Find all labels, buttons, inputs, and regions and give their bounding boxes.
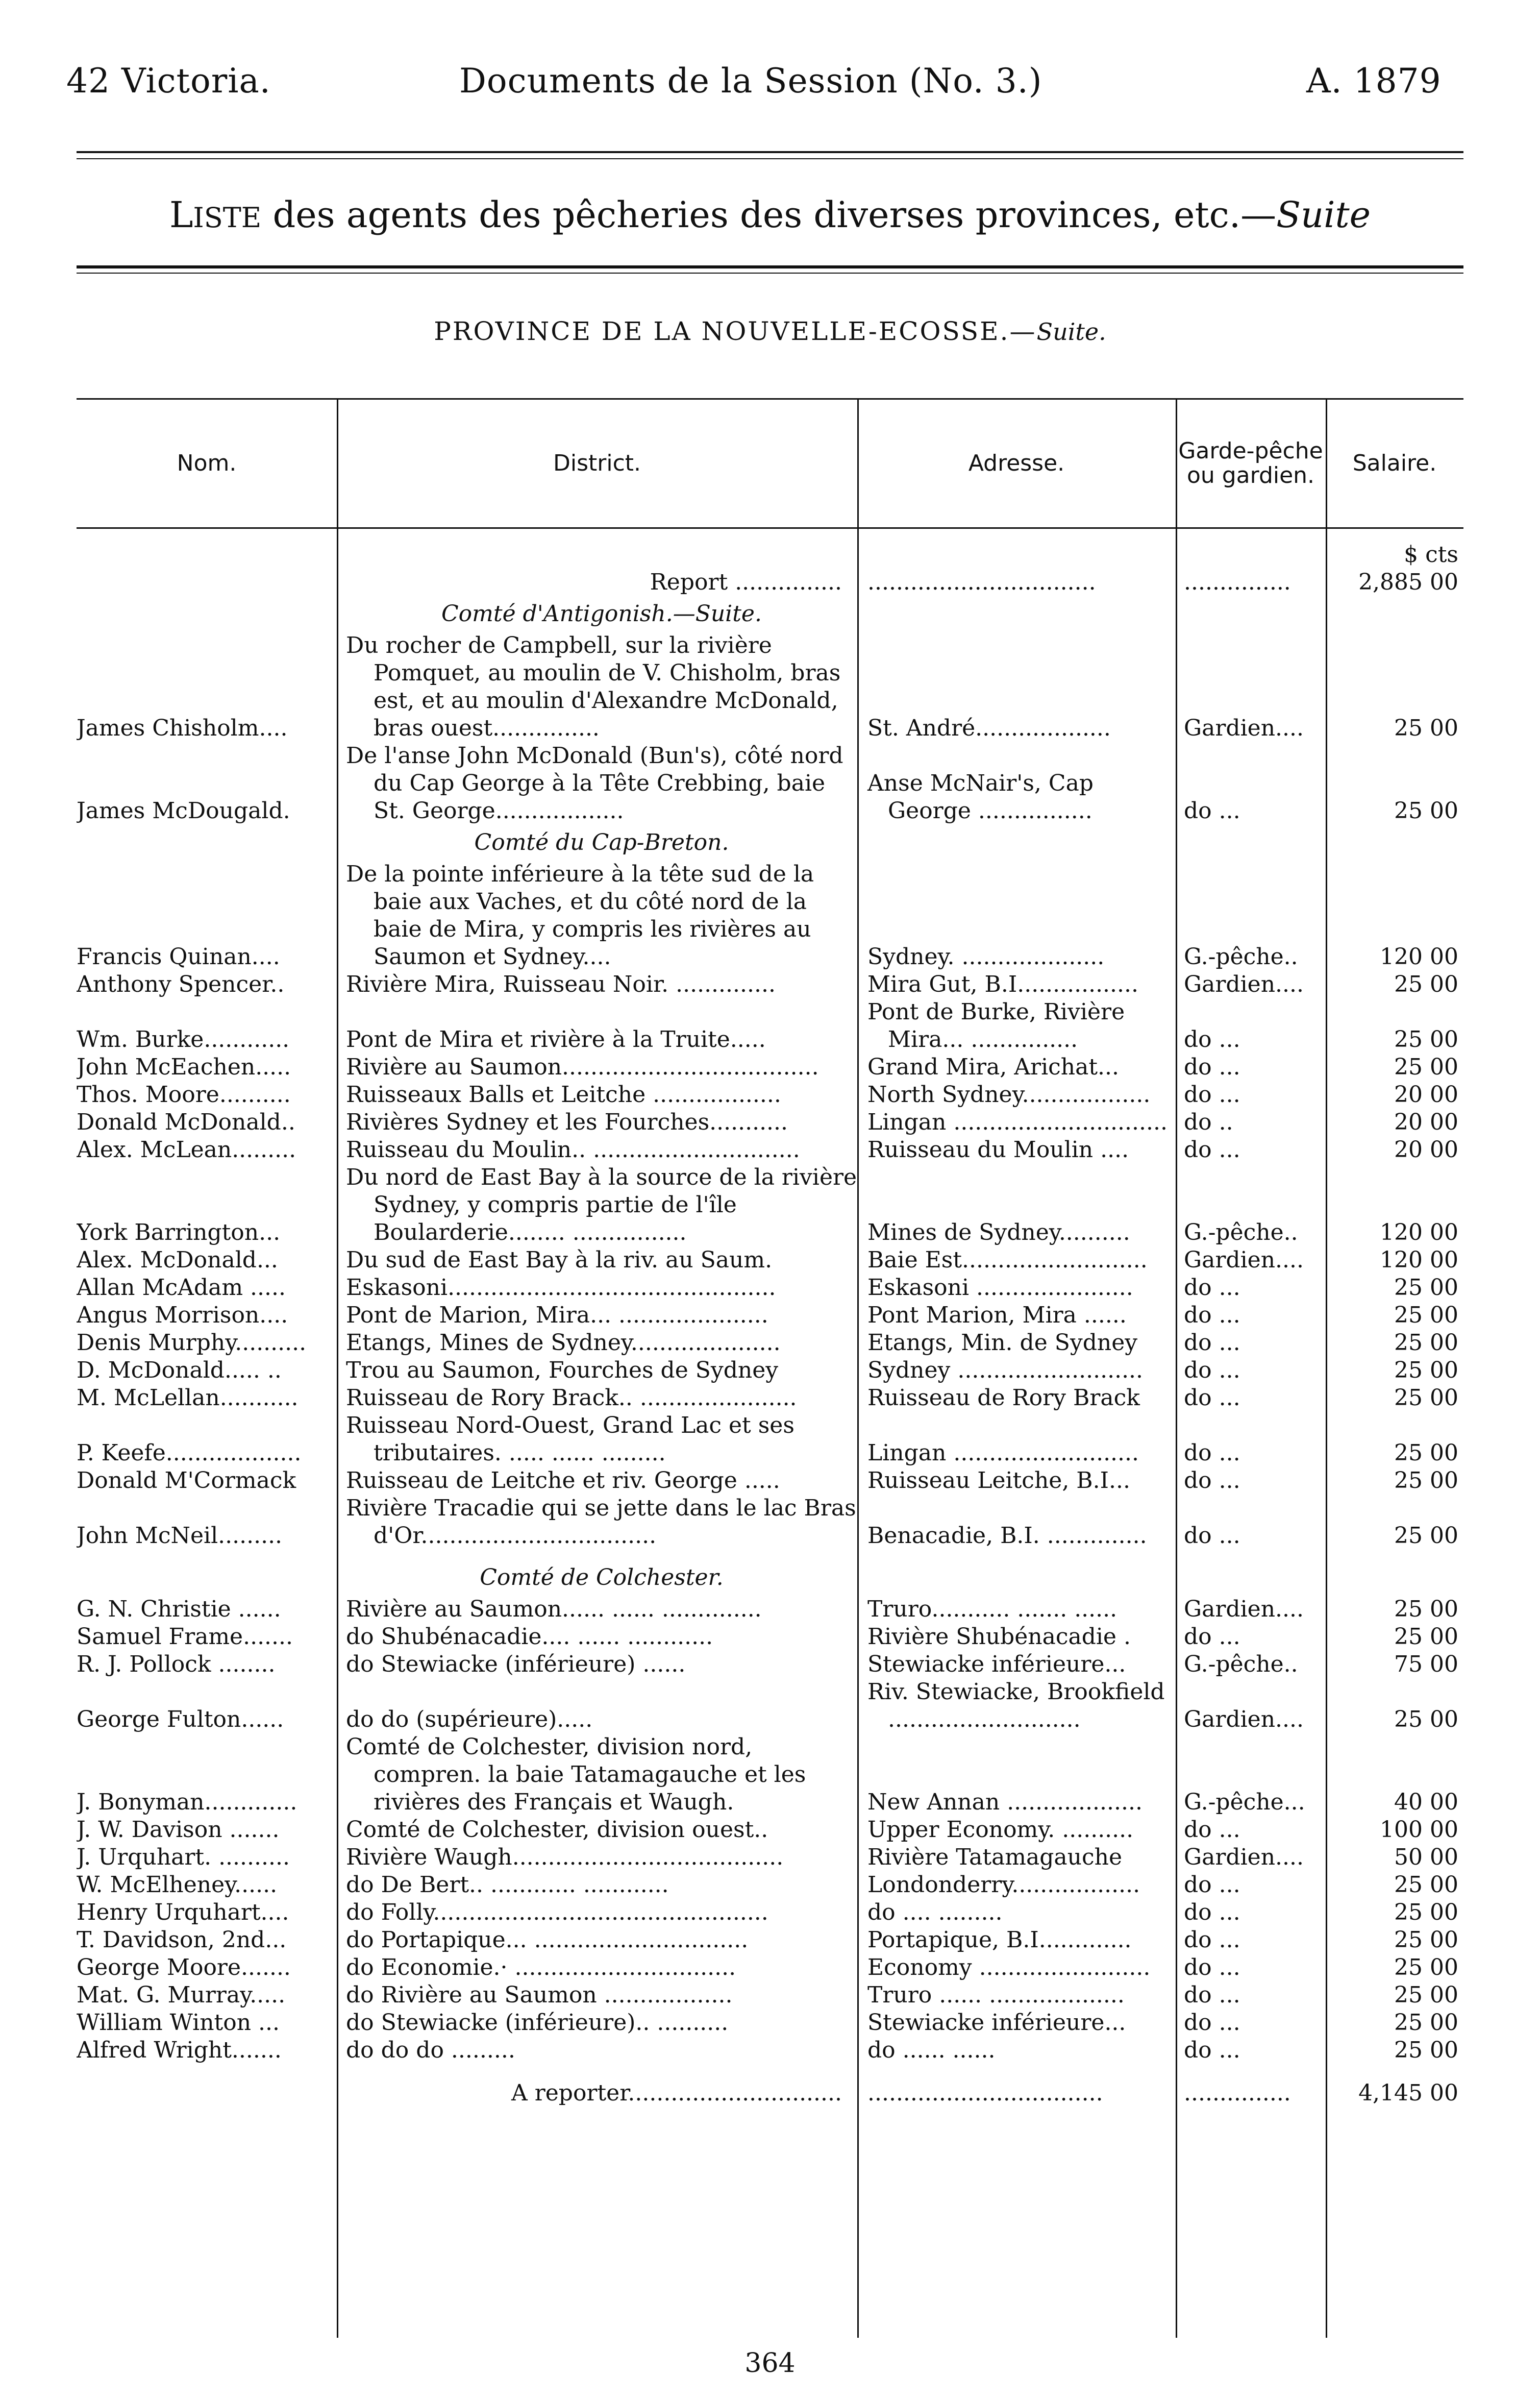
page-number: 364: [744, 2348, 796, 2379]
cell-nom: M. McLellan...........: [77, 1385, 299, 1411]
cell-salaire: 25 00: [1394, 1706, 1458, 1732]
col-divider: [1326, 398, 1327, 526]
cell-garde: Gardien....: [1184, 1247, 1304, 1273]
cell-district: Pont de Marion, Mira... .....................: [346, 1302, 768, 1328]
table-row: [77, 1246, 1463, 1274]
cell-adresse: do ...... ......: [867, 2037, 996, 2063]
table-row: [77, 742, 1463, 825]
cell-district: do Rivière au Saumon ..................: [346, 1982, 733, 2008]
col-adresse: Adresse.: [968, 450, 1065, 476]
cell-adresse: Truro ...... ...................: [867, 1982, 1125, 2008]
cell-salaire: 25 00: [1394, 1523, 1458, 1549]
cell-adresse: Stewiacke inférieure...: [867, 1651, 1126, 1677]
cell-district: Du rocher de Campbell, sur la rivière Pomquet, au moulin de V. Chisholm, bras est, et au moulin d'Alexandre McDonald, bras ouest...............: [346, 632, 841, 741]
cell-district: do Stewiacke (inférieure) ......: [346, 1651, 686, 1677]
cell-nom: Mat. G. Murray.....: [77, 1982, 286, 2008]
table-row: [77, 1164, 1463, 1246]
cell-nom: Anthony Spencer..: [77, 971, 285, 997]
section-colchester-rows: [77, 1596, 1463, 2064]
cell-nom: James Chisholm....: [77, 715, 288, 741]
report-label: Report ...............: [650, 569, 842, 595]
cell-garde: do ...: [1184, 1872, 1240, 1898]
cell-adresse: Rivière Tatamagauche: [867, 1844, 1123, 1870]
cell-district: Du nord de East Bay à la source de la rivière Sydney, y compris partie de l'île Boularderie........ ................: [346, 1164, 857, 1245]
cell-nom: Wm. Burke............: [77, 1026, 290, 1053]
cell-adresse: Riv. Stewiacke, Brookfield ...........................: [867, 1679, 1165, 1732]
cell-garde: do ...: [1184, 1440, 1240, 1466]
col-district: District.: [553, 450, 641, 476]
cell-adresse: New Annan ...................: [867, 1789, 1142, 1815]
cell-district: Ruisseaux Balls et Leitche ..................: [346, 1082, 781, 1108]
table-row: [77, 1081, 1463, 1109]
cell-salaire: 20 00: [1394, 1109, 1458, 1135]
cell-salaire: 120 00: [1380, 1247, 1458, 1273]
title-rule-bottom: [77, 273, 1463, 274]
cell-salaire: 25 00: [1394, 971, 1458, 997]
cell-salaire: 25 00: [1394, 1596, 1458, 1622]
cell-salaire: 100 00: [1380, 1817, 1458, 1843]
table-row: [77, 1954, 1463, 1981]
cell-garde: do ...: [1184, 1899, 1240, 1925]
cell-district: do Stewiacke (inférieure).. ..........: [346, 2010, 729, 2036]
table-row: [77, 861, 1463, 971]
cell-salaire: 25 00: [1394, 1927, 1458, 1953]
cell-district: Rivière Tracadie qui se jette dans le lac Bras d'Or.................................: [346, 1495, 856, 1549]
cell-salaire: 25 00: [1394, 2010, 1458, 2036]
table-row: [77, 1302, 1463, 1329]
cell-garde: do ..: [1184, 1109, 1233, 1135]
cell-salaire: 25 00: [1394, 1275, 1458, 1301]
section-antigonish: Comté d'Antigonish.—Suite.: [441, 601, 762, 627]
cell-garde: do ...: [1184, 1357, 1240, 1383]
cell-nom: George Moore.......: [77, 1954, 291, 1980]
cell-district: Rivière Waugh......................................: [346, 1844, 784, 1870]
cell-district: Comté de Colchester, division nord, compren. la baie Tatamagauche et les rivières des Français et Waugh.: [346, 1734, 806, 1815]
total-label: A reporter..............................: [511, 2080, 842, 2106]
cell-salaire: 20 00: [1394, 1082, 1458, 1108]
cell-adresse: Anse McNair's, Cap George ................: [867, 770, 1094, 824]
cell-salaire: 120 00: [1380, 944, 1458, 970]
table-row: [77, 1981, 1463, 2009]
cell-nom: Angus Morrison....: [77, 1302, 288, 1328]
cell-garde: do ...: [1184, 1954, 1240, 1980]
cell-garde: do ...: [1184, 1624, 1240, 1650]
cell-nom: Donald McDonald..: [77, 1109, 295, 1135]
header-right: A. 1879: [1306, 61, 1442, 101]
cell-district: Ruisseau du Moulin.. .............................: [346, 1137, 800, 1163]
cell-salaire: 120 00: [1380, 1219, 1458, 1245]
cell-garde: do ...: [1184, 1082, 1240, 1108]
table-row: [77, 1384, 1463, 1412]
cell-nom: John McEachen.....: [77, 1054, 291, 1080]
cell-salaire: 50 00: [1394, 1844, 1458, 1870]
cell-district: do do (supérieure).....: [346, 1706, 593, 1732]
col-divider: [857, 398, 859, 526]
table-row: [77, 971, 1463, 998]
section-capbreton: Comté du Cap-Breton.: [474, 829, 729, 855]
table-row: [77, 632, 1463, 742]
cell-garde: do ...: [1184, 1275, 1240, 1301]
section-heading-row: [77, 1560, 1463, 1596]
cell-adresse: Sydney. ....................: [867, 944, 1105, 970]
col-salaire: Salaire.: [1352, 450, 1437, 476]
cell-salaire: 25 00: [1394, 1357, 1458, 1383]
cell-district: Ruisseau Nord-Ouest, Grand Lac et ses tributaires. ..... ...... .........: [346, 1412, 794, 1466]
cell-district: Rivière au Saumon...... ...... ..............: [346, 1596, 762, 1622]
cell-district: do Folly...............................................: [346, 1899, 768, 1925]
cell-district: Pont de Mira et rivière à la Truite.....: [346, 1026, 766, 1053]
cell-nom: J. W. Davison .......: [77, 1817, 280, 1843]
cell-nom: Alfred Wright.......: [77, 2037, 282, 2063]
cell-nom: Donald M'Cormack: [77, 1467, 296, 1494]
table-row: [77, 1412, 1463, 1467]
cell-adresse: Etangs, Min. de Sydney: [867, 1330, 1138, 1356]
cell-district: Rivière au Saumon....................................: [346, 1054, 819, 1080]
cell-garde: do ...: [1184, 1817, 1240, 1843]
cell-salaire: 25 00: [1394, 1330, 1458, 1356]
table-row: [77, 2009, 1463, 2037]
table-row: [77, 1926, 1463, 1954]
cell-adresse: Baie Est..........................: [867, 1247, 1148, 1273]
header-rule-bottom: [77, 158, 1463, 159]
cell-adresse: Pont de Burke, Rivière Mira... ...............: [867, 999, 1125, 1053]
cell-garde: do ...: [1184, 2010, 1240, 2036]
col-garde: Garde-pêche ou gardien.: [1178, 438, 1323, 488]
total-value: 4,145 00: [1358, 2080, 1458, 2106]
cell-nom: Denis Murphy..........: [77, 1330, 307, 1356]
table-row: [77, 1109, 1463, 1136]
cell-nom: G. N. Christie ......: [77, 1596, 281, 1622]
cell-salaire: 25 00: [1394, 1440, 1458, 1466]
table-row: [77, 1844, 1463, 1871]
cell-adresse: Upper Economy. ..........: [867, 1817, 1134, 1843]
cell-adresse: Grand Mira, Arichat...: [867, 1054, 1120, 1080]
cell-nom: Alex. McDonald...: [77, 1247, 278, 1273]
table-row: [77, 1467, 1463, 1495]
cell-district: do De Bert.. ............ ............: [346, 1872, 669, 1898]
cell-garde: Gardien....: [1184, 971, 1304, 997]
table-row: [77, 1871, 1463, 1899]
cell-adresse: Lingan ..............................: [867, 1109, 1168, 1135]
report-row: Report ............... ................................ ............... 2,885 00: [77, 569, 1463, 596]
title-rule-top: [77, 265, 1463, 268]
cell-adresse: Portapique, B.I.............: [867, 1927, 1132, 1953]
cell-nom: James McDougald.: [77, 798, 290, 824]
table-row: [77, 1329, 1463, 1357]
cell-district: De l'anse John McDonald (Bun's), côté nord du Cap George à la Tête Crebbing, baie St. George..................: [346, 743, 843, 824]
cell-nom: Francis Quinan....: [77, 944, 280, 970]
cell-adresse: Mira Gut, B.I.................: [867, 971, 1138, 997]
table-row: [77, 2037, 1463, 2064]
section-heading-row: [77, 825, 1463, 861]
cell-salaire: 25 00: [1394, 1302, 1458, 1328]
table-header: [77, 398, 1463, 529]
cell-salaire: 25 00: [1394, 798, 1458, 824]
cell-salaire: 75 00: [1394, 1651, 1458, 1677]
currency-row: [77, 541, 1463, 569]
cell-garde: do ...: [1184, 798, 1240, 824]
cell-nom: Allan McAdam .....: [77, 1275, 286, 1301]
cell-district: do Shubénacadie.... ...... ............: [346, 1624, 713, 1650]
cell-garde: G.-pêche...: [1184, 1789, 1305, 1815]
cell-salaire: 25 00: [1394, 1899, 1458, 1925]
table-row: [77, 1274, 1463, 1302]
cell-district: Ruisseau de Leitche et riv. George .....: [346, 1467, 780, 1494]
cell-nom: Alex. McLean.........: [77, 1137, 296, 1163]
cell-adresse: Eskasoni ......................: [867, 1275, 1133, 1301]
table-row: [77, 1357, 1463, 1384]
cell-salaire: 25 00: [1394, 1872, 1458, 1898]
cell-garde: G.-pêche..: [1184, 1219, 1298, 1245]
list-title: LISTE des agents des pêcheries des diverses provinces, etc.—Suite: [169, 194, 1371, 236]
cell-salaire: 25 00: [1394, 1467, 1458, 1494]
cell-garde: do ...: [1184, 1467, 1240, 1494]
table-row: [77, 1651, 1463, 1678]
cell-garde: Gardien....: [1184, 1596, 1304, 1622]
header-rule-top: [77, 151, 1463, 153]
currency-label: $ cts: [1404, 542, 1458, 568]
table-row: [77, 1623, 1463, 1651]
cell-salaire: 25 00: [1394, 1385, 1458, 1411]
cell-district: Eskasoni..............................................: [346, 1275, 776, 1301]
cell-adresse: Sydney ..........................: [867, 1357, 1144, 1383]
cell-salaire: 25 00: [1394, 1026, 1458, 1053]
cell-garde: G.-pêche..: [1184, 944, 1298, 970]
cell-garde: Gardien....: [1184, 715, 1304, 741]
cell-nom: George Fulton......: [77, 1706, 284, 1732]
cell-district: do do do .........: [346, 2037, 515, 2063]
cell-district: Du sud de East Bay à la riv. au Saum.: [346, 1247, 773, 1273]
cell-nom: York Barrington...: [77, 1219, 281, 1245]
cell-nom: William Winton ...: [77, 2010, 280, 2036]
table-row: [77, 1899, 1463, 1926]
report-value: 2,885 00: [1358, 569, 1458, 595]
cell-salaire: 20 00: [1394, 1137, 1458, 1163]
section-colchester: Comté de Colchester.: [480, 1564, 724, 1590]
cell-adresse: Londonderry..................: [867, 1872, 1140, 1898]
cell-garde: G.-pêche..: [1184, 1651, 1298, 1677]
cell-district: do Portapique... ..............................: [346, 1927, 749, 1953]
cell-garde: do ...: [1184, 1385, 1240, 1411]
section-heading-row: [77, 596, 1463, 632]
province-subtitle: PROVINCE DE LA NOUVELLE-ECOSSE.—Suite.: [434, 316, 1106, 346]
cell-adresse: Stewiacke inférieure...: [867, 2010, 1126, 2036]
cell-nom: J. Bonyman.............: [77, 1789, 297, 1815]
cell-nom: D. McDonald..... ..: [77, 1357, 282, 1383]
col-divider: [1176, 398, 1177, 526]
table-row: [77, 1733, 1463, 1816]
cell-garde: do ...: [1184, 2037, 1240, 2063]
cell-nom: P. Keefe...................: [77, 1440, 302, 1466]
cell-nom: Henry Urquhart....: [77, 1899, 289, 1925]
cell-salaire: 25 00: [1394, 2037, 1458, 2063]
cell-nom: J. Urquhart. ..........: [77, 1844, 290, 1870]
cell-adresse: Benacadie, B.I. ..............: [867, 1523, 1147, 1549]
cell-district: Comté de Colchester, division ouest..: [346, 1817, 768, 1843]
table-row: [77, 1678, 1463, 1733]
cell-garde: Gardien....: [1184, 1706, 1304, 1732]
cell-garde: do ...: [1184, 1330, 1240, 1356]
table-row: [77, 1596, 1463, 1623]
cell-garde: do ...: [1184, 1026, 1240, 1053]
cell-garde: do ...: [1184, 1523, 1240, 1549]
cell-district: Rivières Sydney et les Fourches...........: [346, 1109, 788, 1135]
cell-adresse: Rivière Shubénacadie .: [867, 1624, 1131, 1650]
cell-adresse: do .... .........: [867, 1899, 1003, 1925]
total-row: A reporter.............................. ................................. ............... 4,145 00: [77, 2079, 1463, 2107]
cell-garde: do ...: [1184, 1927, 1240, 1953]
table-row: [77, 998, 1463, 1054]
cell-adresse: Lingan ..........................: [867, 1440, 1139, 1466]
cell-adresse: Ruisseau de Rory Brack: [867, 1385, 1140, 1411]
cell-adresse: Economy ........................: [867, 1954, 1151, 1980]
cell-garde: do ...: [1184, 1054, 1240, 1080]
cell-garde: do ...: [1184, 1137, 1240, 1163]
cell-garde: do ...: [1184, 1302, 1240, 1328]
cell-salaire: 25 00: [1394, 1054, 1458, 1080]
cell-garde: Gardien....: [1184, 1844, 1304, 1870]
table-row: [77, 1054, 1463, 1081]
table-row: [77, 1136, 1463, 1164]
header-left: 42 Victoria.: [66, 61, 271, 101]
cell-nom: W. McElheney......: [77, 1872, 278, 1898]
cell-salaire: 40 00: [1394, 1789, 1458, 1815]
cell-adresse: North Sydney..................: [867, 1082, 1151, 1108]
cell-district: Rivière Mira, Ruisseau Noir. ..............: [346, 971, 776, 997]
cell-district: Ruisseau de Rory Brack.. ......................: [346, 1385, 797, 1411]
cell-salaire: 25 00: [1394, 1624, 1458, 1650]
cell-district: Trou au Saumon, Fourches de Sydney: [346, 1357, 779, 1383]
cell-adresse: Pont Marion, Mira ......: [867, 1302, 1127, 1328]
cell-garde: do ...: [1184, 1982, 1240, 2008]
cell-adresse: Ruisseau du Moulin ....: [867, 1137, 1129, 1163]
col-divider: [337, 398, 338, 526]
cell-nom: R. J. Pollock ........: [77, 1651, 276, 1677]
cell-nom: Samuel Frame.......: [77, 1624, 293, 1650]
cell-nom: Thos. Moore..........: [77, 1082, 291, 1108]
cell-nom: John McNeil.........: [77, 1523, 283, 1549]
table-body: [77, 541, 1463, 2107]
cell-nom: T. Davidson, 2nd...: [77, 1927, 287, 1953]
table-row: [77, 1816, 1463, 1844]
cell-adresse: Truro........... ....... ......: [867, 1596, 1117, 1622]
cell-district: Etangs, Mines de Sydney.....................: [346, 1330, 781, 1356]
cell-adresse: Mines de Sydney..........: [867, 1219, 1130, 1245]
cell-salaire: 25 00: [1394, 1954, 1458, 1980]
cell-salaire: 25 00: [1394, 715, 1458, 741]
cell-district: De la pointe inférieure à la tête sud de la baie aux Vaches, et du côté nord de la baie de Mira, y compris les rivières au Saumon et Sydney....: [346, 861, 814, 970]
table-row: [77, 1495, 1463, 1550]
header-center: Documents de la Session (No. 3.): [459, 61, 1042, 101]
cell-adresse: St. André...................: [867, 715, 1111, 741]
col-nom: Nom.: [177, 450, 237, 476]
cell-salaire: 25 00: [1394, 1982, 1458, 2008]
cell-adresse: Ruisseau Leitche, B.I...: [867, 1467, 1130, 1494]
section-antigonish-rows: [77, 632, 1463, 825]
cell-district: do Economie.· ...............................: [346, 1954, 736, 1980]
section-capbreton-rows: [77, 861, 1463, 1550]
